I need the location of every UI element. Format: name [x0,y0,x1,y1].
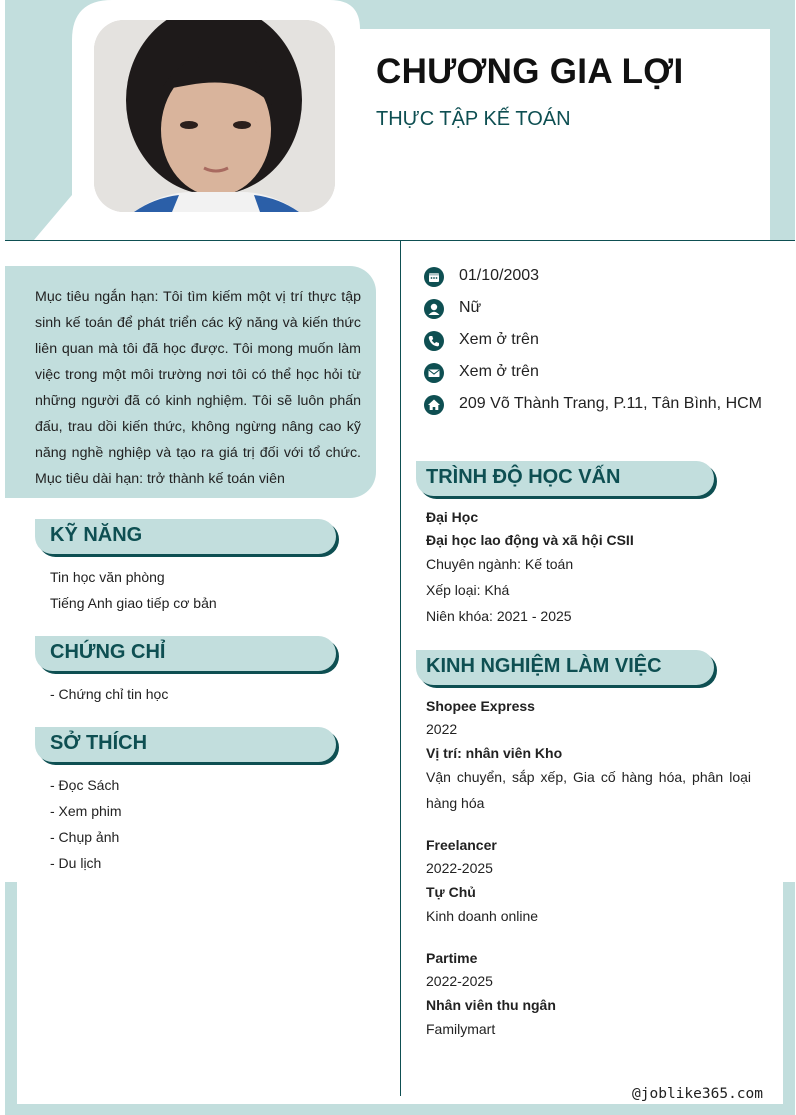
contact-phone [424,330,754,352]
gender-text: Nữ [459,299,482,316]
education-entry [426,505,751,630]
job-title: THỰC TẬP KẾ TOÁN [376,108,571,130]
job-role: Tự Chủ [426,884,476,900]
job-description: Kinh doanh online [426,908,539,924]
experience-heading-text: KINH NGHIỆM LÀM VIỆC [426,655,662,677]
job-description: Familymart [426,1021,496,1037]
certificates-list [50,681,168,707]
education-level: Đại Học [426,509,479,525]
hobbies-heading-text: SỞ THÍCH [50,732,148,754]
skills-heading [35,519,336,554]
list-item: - Xem phim [50,803,122,819]
education-heading [416,461,714,496]
list-item: - Đọc Sách [50,777,120,793]
home-icon [424,395,444,415]
vertical-divider [400,240,401,1096]
job-description: Vận chuyển, sắp xếp, Gia cố hàng hóa, phân loại hàng hóa [426,769,751,811]
certificates-heading [35,636,336,671]
work-period: 2022-2025 [426,860,493,876]
job-role: Vị trí: nhân viên Kho [426,745,563,761]
hobbies-list [50,772,122,876]
education-grade: Xếp loại: Khá [426,582,510,598]
education-major: Chuyên ngành: Kế toán [426,556,574,572]
work-period: 2022-2025 [426,973,493,989]
education-school: Đại học lao động và xã hội CSII [426,532,634,548]
list-item: Tin học văn phòng [50,569,165,585]
experience-entry [426,694,751,816]
career-objective [5,266,376,498]
contact-birthday [424,266,754,288]
user-icon [424,299,444,319]
experience-entry [426,946,751,1042]
birthday-text: 01/10/2003 [459,267,540,284]
skills-heading-text: KỸ NĂNG [50,524,143,546]
work-period: 2022 [426,721,458,737]
phone-icon [424,331,444,351]
contact-address [424,394,774,416]
contact-gender [424,298,754,320]
education-heading-text: TRÌNH ĐỘ HỌC VẤN [426,466,621,488]
email-text: Xem ở trên [459,363,539,380]
contact-email [424,362,754,384]
company-name: Partime [426,950,478,966]
watermark: @joblike365.com [632,1086,763,1102]
list-item: - Chứng chỉ tin học [50,686,169,702]
list-item: - Chụp ảnh [50,829,120,845]
profile-photo [94,20,335,212]
hobbies-heading [35,727,336,762]
mail-icon [424,363,444,383]
list-item: Tiếng Anh giao tiếp cơ bản [50,595,217,611]
company-name: Shopee Express [426,698,535,714]
skills-list [50,564,217,616]
candidate-name: CHƯƠNG GIA LỢI [376,52,684,91]
experience-heading [416,650,714,685]
address-text: 209 Võ Thành Trang, P.11, Tân Bình, HCM [459,395,763,412]
calendar-icon [424,267,444,287]
objective-text: Mục tiêu ngắn hạn: Tôi tìm kiếm một vị trí thực tập sinh kế toán để phát triển các kỹ năng và kiến thức liên quan mà tôi đã học được. Tôi mong muốn làm việc trong một môi trường nơi tôi có thể học hỏi từ những người đã có kinh nghiệm. Tôi sẽ luôn phấn đấu, trau dồi kiến thức, không ngừng nâng cao kỹ năng nghề nghiệp và tạo ra giá trị đối với tổ chức. Mục tiêu dài hạn: trở thành kế toán viên [35,289,361,487]
phone-text: Xem ở trên [459,331,539,348]
certificates-heading-text: CHỨNG CHỈ [50,641,166,663]
education-years: Niên khóa: 2021 - 2025 [426,608,572,624]
company-name: Freelancer [426,837,497,853]
list-item: - Du lịch [50,855,102,871]
experience-entry [426,833,751,929]
job-role: Nhân viên thu ngân [426,997,556,1013]
